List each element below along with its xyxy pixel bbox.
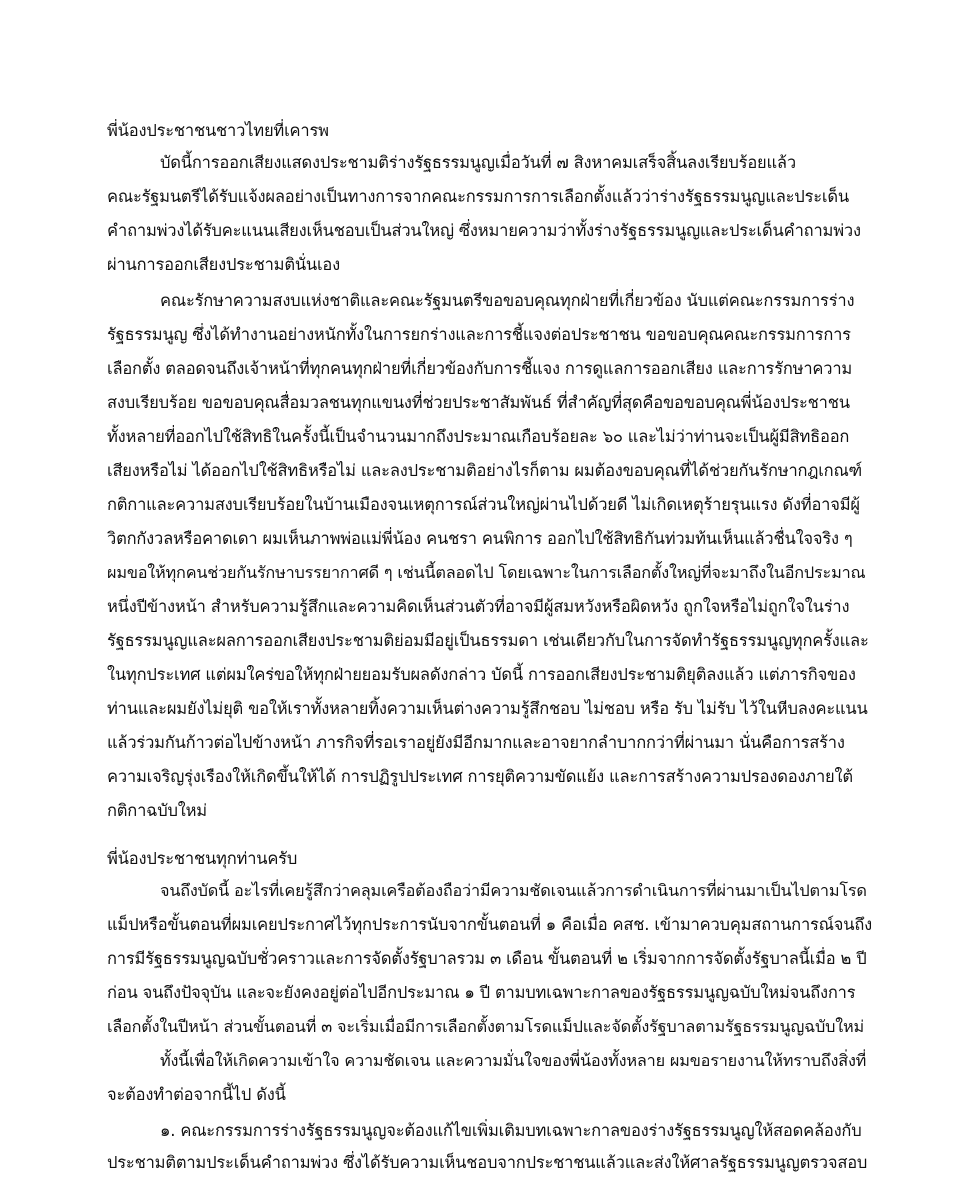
paragraph-line: ความเจริญรุ่งเรืองให้เกิดขึ้นให้ได้ การปฏิรูปประเทศ การยุติความขัดแย้ง และการสร้างความปรองดองภายใต้ — [107, 767, 853, 786]
paragraph-line: เสียงหรือไม่ ได้ออกไปใช้สิทธิหรือไม่ และลงประชามติอย่างไรก็ตาม ผมต้องขอบคุณที่ได้ช่วยกันรักษากฎเกณฑ์ — [107, 461, 863, 480]
paragraph-line: ประชามติตามประเด็นคำถามพ่วง ซึ่งได้รับความเห็นชอบจากประชาชนแล้วและส่งให้ศาลรัฐธรรมนูญตรวจสอบ — [107, 1153, 868, 1172]
paragraph-line: จนถึงบัดนี้ อะไรที่เคยรู้สึกว่าคลุมเครือต้องถือว่ามีความชัดเจนแล้วการดำเนินการที่ผ่านมาเป็นไปตามโรด — [160, 881, 867, 900]
paragraph-line: คำถามพ่วงได้รับคะแนนเสียงเห็นชอบเป็นส่วนใหญ่ ซึ่งหมายความว่าทั้งร่างรัฐธรรมนูญและประเด็นคำถามพ่วง — [107, 221, 861, 240]
paragraph-line: คณะรัฐมนตรีได้รับแจ้งผลอย่างเป็นทางการจากคณะกรรมการการเลือกตั้งแล้วว่าร่างรัฐธรรมนูญและประเด็น — [107, 187, 849, 206]
paragraph-line: รัฐธรรมนูญและผลการออกเสียงประชามติย่อมมีอยู่เป็นธรรมดา เช่นเดียวกับในการจัดทำรัฐธรรมนูญทุกครั้งและ — [107, 631, 869, 650]
paragraph-line: ท่านและผมยังไม่ยุติ ขอให้เราทั้งหลายทิ้งความเห็นต่างความรู้สึกชอบ ไม่ชอบ หรือ รับ ไม่รับ ไว้ในหีบลงคะแนน — [107, 699, 868, 718]
paragraph-line: ผ่านการออกเสียงประชามตินั่นเอง — [107, 255, 340, 274]
paragraph-line: ทั้งนี้เพื่อให้เกิดความเข้าใจ ความชัดเจน และความมั่นใจของพี่น้องทั้งหลาย ผมขอรายงานให้ทราบถึงสิ่งที่ — [160, 1051, 867, 1070]
paragraph-line: รัฐธรรมนูญ ซึ่งได้ทำงานอย่างหนักทั้งในการยกร่างและการชี้แจงต่อประชาชน ขอขอบคุณคณะกรรมการการ — [107, 325, 851, 344]
section-heading: พี่น้องประชาชนทุกท่านครับ — [107, 849, 298, 868]
paragraph-line: จะต้องทำต่อจากนี้ไป ดังนี้ — [107, 1085, 286, 1104]
paragraph-line: สงบเรียบร้อย ขอขอบคุณสื่อมวลชนทุกแขนงที่ช่วยประชาสัมพันธ์ ที่สำคัญที่สุดคือขอขอบคุณพี่น้องประชาชน — [107, 393, 850, 412]
salutation-heading: พี่น้องประชาชนชาวไทยที่เคารพ — [107, 121, 329, 140]
paragraph-line: แม็ปหรือขั้นตอนที่ผมเคยประกาศไว้ทุกประการนับจากขั้นตอนที่ ๑ คือเมื่อ คสช. เข้ามาควบคุมสถานการณ์จนถึง — [107, 915, 872, 934]
paragraph-line: กติกาและความสงบเรียบร้อยในบ้านเมืองจนเหตุการณ์ส่วนใหญ่ผ่านไปด้วยดี ไม่เกิดเหตุร้ายรุนแรง ดังที่อาจมีผู้ — [107, 495, 860, 514]
paragraph-line: ในทุกประเทศ แต่ผมใคร่ขอให้ทุกฝ่ายยอมรับผลดังกล่าว บัดนี้ การออกเสียงประชามติยุติลงแล้ว แต่ภารกิจของ — [107, 665, 856, 684]
paragraph-line: กติกาฉบับใหม่ — [107, 801, 207, 820]
paragraph-line: แล้วร่วมกันก้าวต่อไปข้างหน้า ภารกิจที่รอเราอยู่ยังมีอีกมากและอาจยากลำบากกว่าที่ผ่านมา นั่นคือการสร้าง — [107, 733, 845, 752]
paragraph-line: ผมขอให้ทุกคนช่วยกันรักษาบรรยากาศดี ๆ เช่นนี้ตลอดไป โดยเฉพาะในการเลือกตั้งใหญ่ที่จะมาถึงในอีกประมาณ — [107, 563, 866, 582]
paragraph-line: เลือกตั้ง ตลอดจนถึงเจ้าหน้าที่ทุกคนทุกฝ่ายที่เกี่ยวข้องกับการชี้แจง การดูแลการออกเสียง และการรักษาความ — [107, 359, 853, 378]
paragraph-line: วิตกกังวลหรือคาดเดา ผมเห็นภาพพ่อแม่พี่น้อง คนชรา คนพิการ ออกไปใช้สิทธิกันท่วมท้นเห็นแล้วชื่นใจจริง ๆ — [107, 529, 853, 548]
numbered-item-line: ๑. คณะกรรมการร่างรัฐธรรมนูญจะต้องแก้ไขเพิ่มเติมบทเฉพาะกาลของร่างรัฐธรรมนูญให้สอดคล้องกับ — [160, 1121, 862, 1140]
paragraph-line: ทั้งหลายที่ออกไปใช้สิทธิในครั้งนี้เป็นจำนวนมากถึงประมาณเกือบร้อยละ ๖๐ และไม่ว่าท่านจะเป็นผู้มีสิทธิออก — [107, 427, 850, 446]
paragraph-line: ก่อน จนถึงปัจจุบัน และจะยังคงอยู่ต่อไปอีกประมาณ ๑ ปี ตามบทเฉพาะกาลของรัฐธรรมนูญฉบับใหม่จนถึงการ — [107, 983, 856, 1002]
paragraph-line: หนึ่งปีข้างหน้า สำหรับความรู้สึกและความคิดเห็นส่วนตัวที่อาจมีผู้สมหวังหรือผิดหวัง ถูกใจหรือไม่ถูกใจในร่าง — [107, 597, 850, 616]
paragraph-line: การมีรัฐธรรมนูญฉบับชั่วคราวและการจัดตั้งรัฐบาลรวม ๓ เดือน ขั้นตอนที่ ๒ เริ่มจากการจัดตั้งรัฐบาลนี้เมื่อ ๒ ปี — [107, 949, 867, 968]
paragraph-line: คณะรักษาความสงบแห่งชาติและคณะรัฐมนตรีขอขอบคุณทุกฝ่ายที่เกี่ยวข้อง นับแต่คณะกรรมการร่าง — [160, 291, 855, 310]
paragraph-line: บัดนี้การออกเสียงแสดงประชามติร่างรัฐธรรมนูญเมื่อวันที่ ๗ สิงหาคมเสร็จสิ้นลงเรียบร้อยแล้ว — [160, 153, 796, 172]
paragraph-line: เลือกตั้งในปีหน้า ส่วนขั้นตอนที่ ๓ จะเริ่มเมื่อมีการเลือกตั้งตามโรดแม็ปและจัดตั้งรัฐบาลตามรัฐธรรมนูญฉบับใหม่ — [107, 1017, 864, 1036]
